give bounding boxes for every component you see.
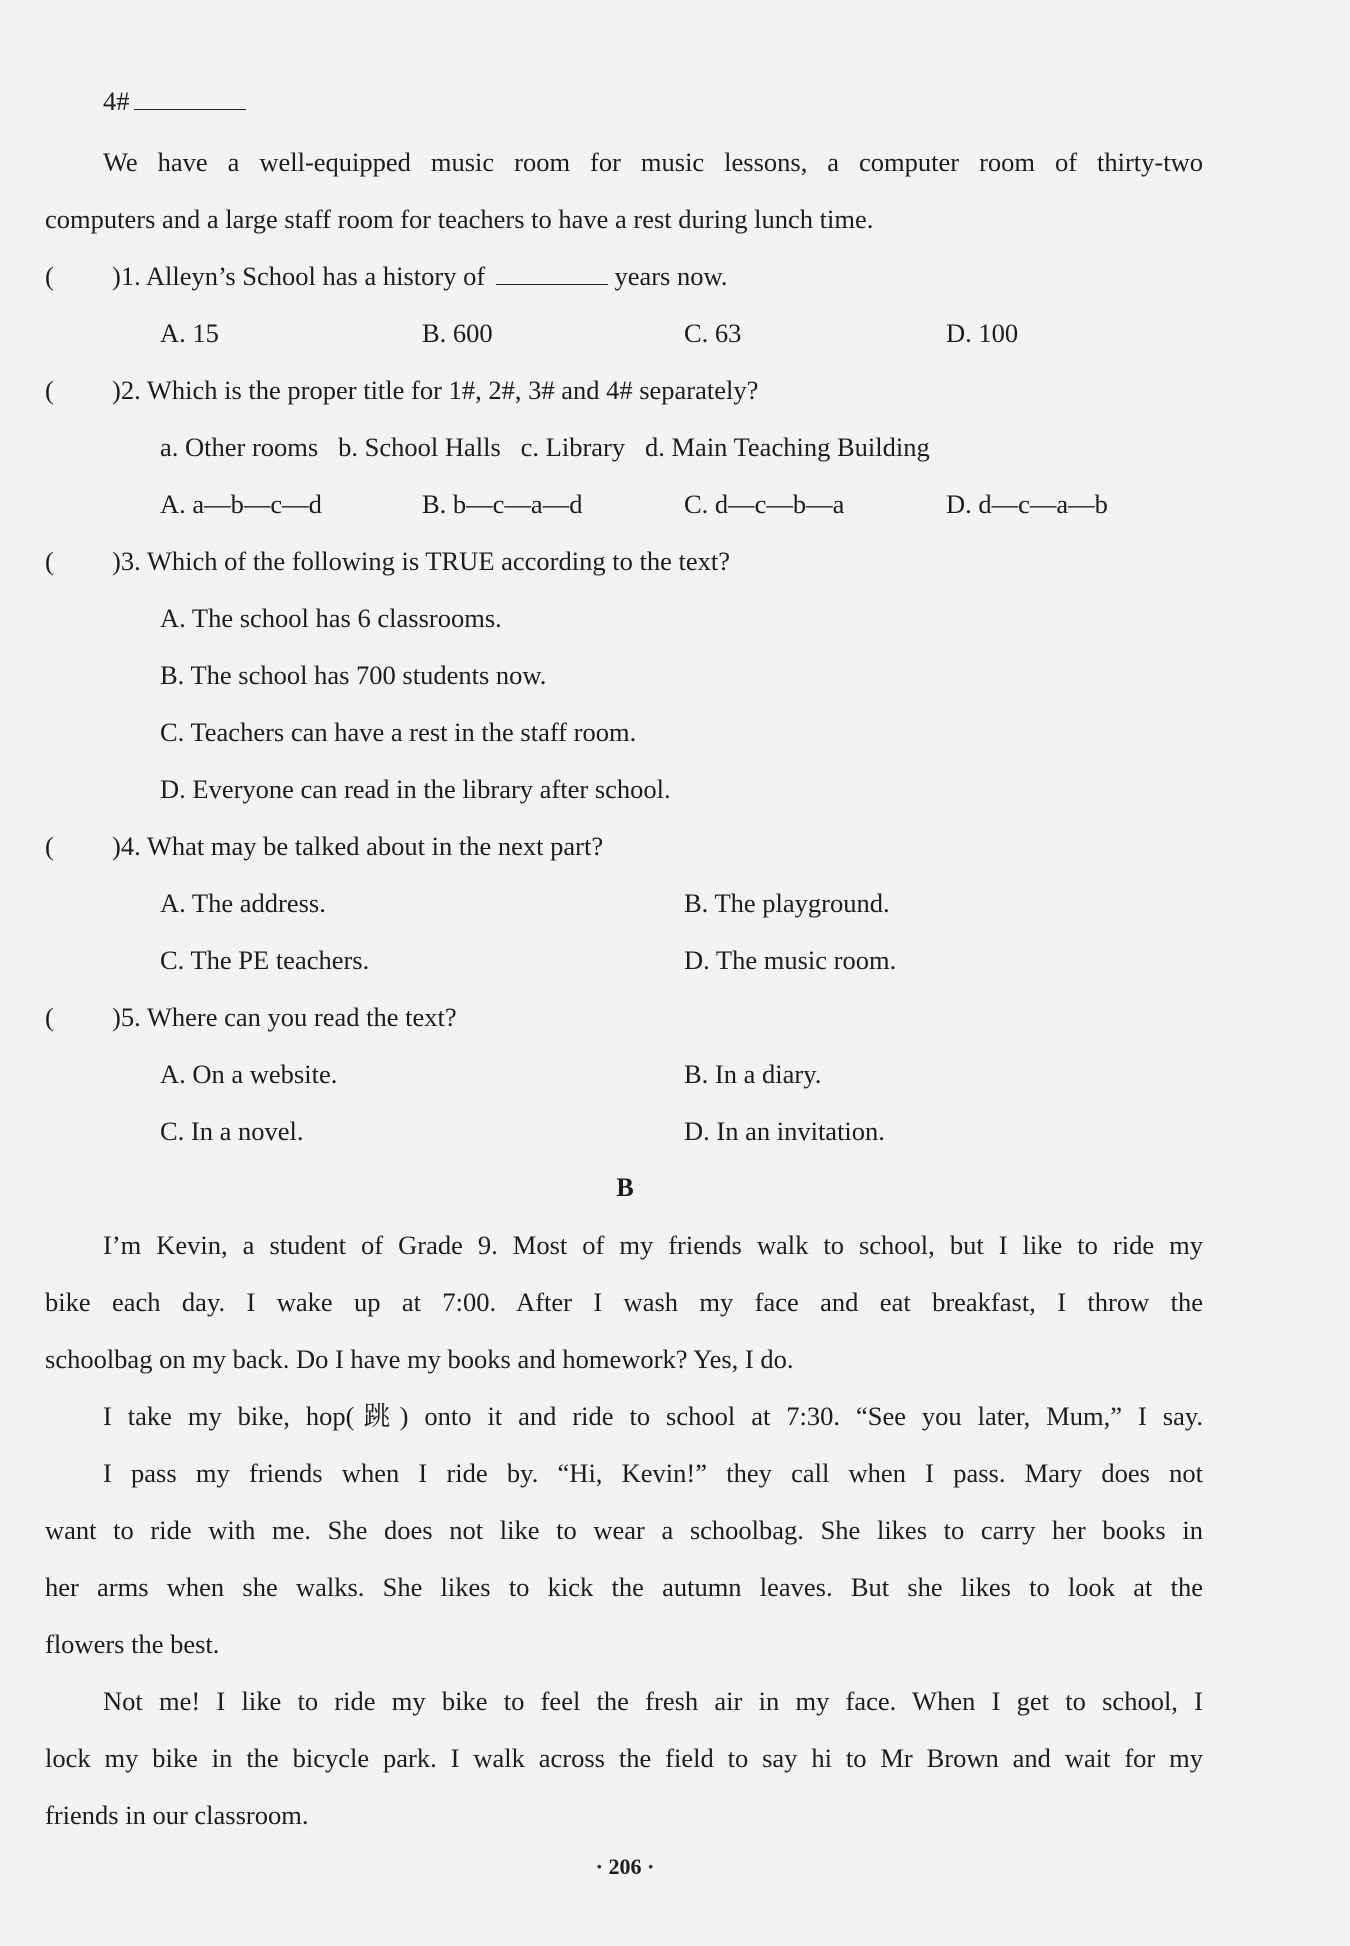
option-a: A. a—b—c—d bbox=[160, 489, 322, 519]
label-4-blank bbox=[134, 87, 246, 110]
option-d: D. Everyone can read in the library after school. bbox=[160, 774, 671, 804]
question-3 bbox=[112, 544, 730, 578]
question-number: )4. bbox=[112, 831, 141, 861]
question-number: )2. bbox=[112, 375, 141, 405]
section-label-4 bbox=[103, 84, 246, 118]
question-number: )1. bbox=[112, 261, 141, 291]
paragraph-line: computers and a large staff room for teachers to have a rest during lunch time. bbox=[45, 204, 874, 234]
option-d: D. In an invitation. bbox=[684, 1116, 885, 1146]
question-4 bbox=[112, 829, 603, 863]
title-choices: a. Other rooms b. School Halls c. Library d. Main Teaching Building bbox=[160, 432, 930, 462]
answer-paren-open: ( bbox=[45, 831, 54, 861]
option-b: B. 600 bbox=[422, 318, 493, 348]
option-b: B. The school has 700 students now. bbox=[160, 660, 547, 690]
option-b: B. The playground. bbox=[684, 888, 890, 918]
question-stem: Which of the following is TRUE according to the text? bbox=[146, 546, 730, 576]
answer-blank bbox=[496, 262, 608, 285]
question-stem-end: years now. bbox=[614, 261, 728, 291]
answer-paren-open: ( bbox=[45, 375, 54, 405]
option-a: A. 15 bbox=[160, 318, 219, 348]
passage-line: schoolbag on my back. Do I have my books and homework? Yes, I do. bbox=[45, 1344, 794, 1374]
passage-line: bike each day. I wake up at 7:00. After I wash my face and eat breakfast, I throw the bbox=[45, 1287, 1203, 1317]
option-a: A. On a website. bbox=[160, 1059, 338, 1089]
option-c: C. Teachers can have a rest in the staff room. bbox=[160, 717, 637, 747]
option-c: C. d—c—b—a bbox=[684, 489, 845, 519]
option-a: A. The school has 6 classrooms. bbox=[160, 603, 502, 633]
option-b: B. In a diary. bbox=[684, 1059, 822, 1089]
option-d: D. The music room. bbox=[684, 945, 897, 975]
passage-line: I pass my friends when I ride by. “Hi, Kevin!” they call when I pass. Mary does not bbox=[103, 1458, 1203, 1488]
question-stem: Which is the proper title for 1#, 2#, 3# and 4# separately? bbox=[146, 375, 759, 405]
option-c: C. The PE teachers. bbox=[160, 945, 370, 975]
answer-paren-open: ( bbox=[45, 1002, 54, 1032]
question-number: )5. bbox=[112, 1002, 141, 1032]
option-d: D. 100 bbox=[946, 318, 1019, 348]
option-c: C. In a novel. bbox=[160, 1116, 304, 1146]
passage-line: flowers the best. bbox=[45, 1629, 220, 1659]
passage-line: I’m Kevin, a student of Grade 9. Most of my friends walk to school, but I like to ride my bbox=[103, 1230, 1203, 1260]
question-1 bbox=[112, 259, 728, 293]
option-c: C. 63 bbox=[684, 318, 742, 348]
question-stem: Alleyn’s School has a history of bbox=[145, 261, 486, 291]
question-2 bbox=[112, 373, 758, 407]
passage-line: I take my bike, hop(跳) onto it and ride to school at 7:30. “See you later, Mum,” I say. bbox=[103, 1401, 1203, 1431]
passage-line: lock my bike in the bicycle park. I walk across the field to say hi to Mr Brown and wait for my bbox=[45, 1743, 1203, 1773]
question-stem: What may be talked about in the next part? bbox=[146, 831, 604, 861]
question-number: )3. bbox=[112, 546, 141, 576]
answer-paren-open: ( bbox=[45, 546, 54, 576]
option-d: D. d—c—a—b bbox=[946, 489, 1108, 519]
answer-paren-open: ( bbox=[45, 261, 54, 291]
passage-line: her arms when she walks. She likes to kick the autumn leaves. But she likes to look at the bbox=[45, 1572, 1203, 1602]
option-b: B. b—c—a—d bbox=[422, 489, 583, 519]
section-heading: B bbox=[616, 1173, 634, 1202]
passage-line: friends in our classroom. bbox=[45, 1800, 309, 1830]
passage-line: want to ride with me. She does not like to wear a schoolbag. She likes to carry her books in bbox=[45, 1515, 1203, 1545]
passage-line: Not me! I like to ride my bike to feel the fresh air in my face. When I get to school, I bbox=[103, 1686, 1203, 1716]
label-4-text: 4# bbox=[103, 86, 130, 116]
page-number: · 206 · bbox=[595, 1854, 655, 1879]
option-a: A. The address. bbox=[160, 888, 326, 918]
question-5 bbox=[112, 1000, 457, 1034]
question-stem: Where can you read the text? bbox=[146, 1002, 457, 1032]
paragraph-line: We have a well-equipped music room for music lessons, a computer room of thirty-two bbox=[103, 147, 1203, 177]
